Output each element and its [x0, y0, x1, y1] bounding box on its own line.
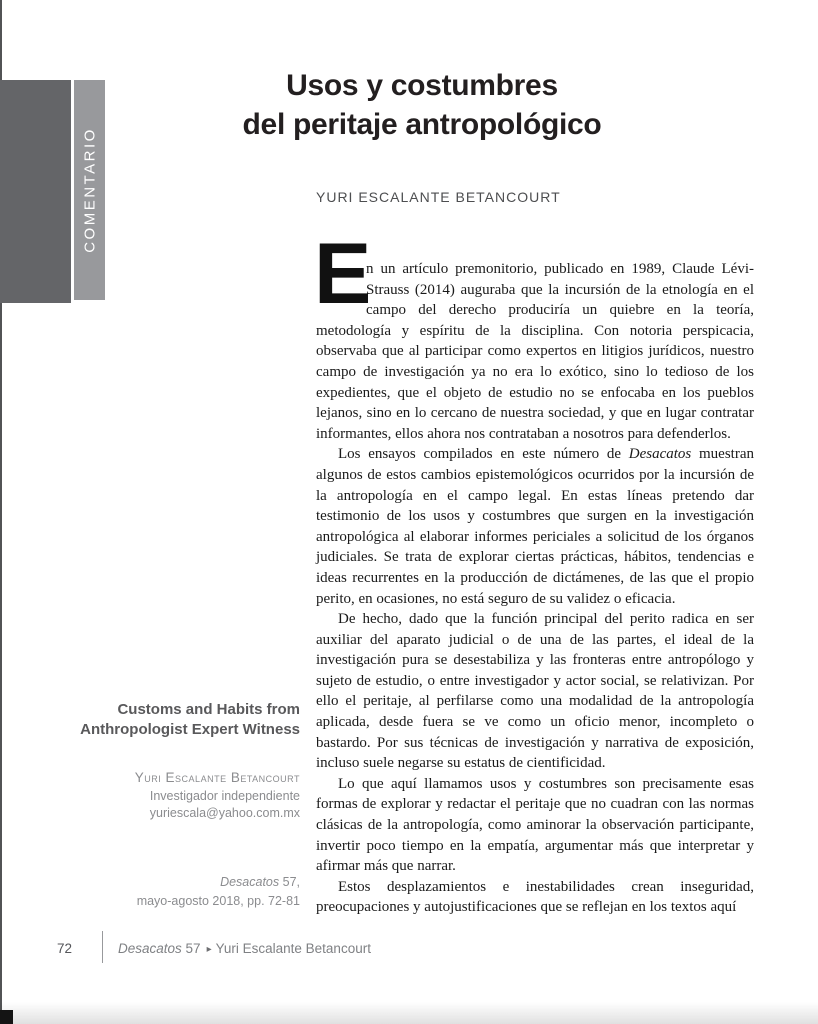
article-title-line2: del peritaje antropológico: [242, 108, 602, 141]
section-tab-dark-bar: [0, 80, 71, 303]
body-text: n un artículo premonitorio, publicado en 1989, Claude Lévi-Strauss (2014) auguraba que la incursión de la etnología en el campo del derecho produciría un quiebre en la teoría, metodología y espíritu de la disciplina. Con notoria perspicacia, observaba que al participar como expertos en litigios jurídicos, nuestro campo de investigación ya no era lo exótico, sino lo tedioso de los expedientes, que el objeto de estudio no se enfocaba en los pueblos lejanos, sino en lo cercano de nuestra sociedad, y que en lugar contratar informantes, ellos ahora nos contrataban a nosotros para defenderlos.: [316, 261, 754, 442]
footer-running-title: [118, 941, 371, 956]
body-paragraph: [316, 774, 754, 877]
translated-title-line2: Anthropologist Expert Witness: [80, 721, 300, 738]
footer-page-number: 72: [57, 941, 73, 956]
article-title-line1: Usos y costumbres: [286, 69, 558, 102]
body-text: Lo que aquí llamamos usos y costumbres son precisamente esas formas de explorar y redactar el peritaje que no cuadran con las normas clásicas de la antropología, como aminorar la observación participante, invertir poco tiempo en la empatía, argumentar más que interpretar y afirmar más que narrar.: [316, 775, 754, 875]
journal-reference-line1: [40, 873, 300, 892]
journal-issue: 57,: [279, 875, 300, 889]
footer-divider: [102, 931, 103, 963]
body-text: Estos desplazamientos e inestabilidades crean inseguridad, preocupaciones y autojustificaciones que se reflejan en los textos aquí: [316, 878, 754, 916]
body-paragraph: [316, 877, 754, 918]
meta-affiliation: Investigador independiente: [149, 789, 300, 803]
meta-email: yuriescala@yahoo.com.mx: [149, 806, 300, 820]
meta-author-name: Yuri Escalante Betancourt: [134, 770, 300, 785]
dropcap-letter: E: [314, 226, 372, 322]
body-text: De hecho, dado que la función principal del perito radica en ser auxiliar del aparato judicial o de una de las partes, el ideal de la investigación pura se desestabiliza y las fronteras entre antropólogo y sujeto de estudio, o entre investigador y actor social, se relativizan. Por ello el peritaje, al perfilarse como una modalidad de la antropología aplicada, desde fuera se ve como un oficio menor, incompleto o bastardo. Por sus técnicas de investigación y narrativa de exposición, incluso suele negarse su estatus de cientificidad.: [316, 611, 754, 772]
body-text-italic: Desacatos: [628, 446, 692, 463]
body-paragraph: [314, 226, 754, 444]
footer-journal-issue: 57: [181, 941, 201, 956]
page-bottom-shadow: [0, 1002, 818, 1024]
journal-name: Desacatos: [220, 875, 280, 889]
section-label: COMENTARIO: [81, 127, 98, 253]
footer-author: Yuri Escalante Betancourt: [215, 941, 371, 956]
journal-reference-line2: mayo-agosto 2018, pp. 72-81: [136, 894, 300, 908]
page-bottom-corner-mark: [0, 1010, 13, 1024]
body-paragraph: [316, 444, 754, 609]
footer-journal-name: Desacatos: [118, 941, 182, 956]
article-title: [90, 66, 754, 144]
body-text: Los ensayos compilados en este número de: [338, 446, 629, 463]
journal-reference: [40, 873, 300, 911]
footer-arrow-icon: ▸: [206, 944, 212, 955]
body-text: muestran algunos de estos cambios epistemológicos ocurridos por la incursión de la antropología en el campo legal. En estas líneas pretendo dar testimonio de los usos y costumbres que surgen en la investigación antropológica al elaborar informes periciales a solicitud de los órganos judiciales. Se trata de explorar ciertas prácticas, hábitos, tendencias e ideas recurrentes en la producción de dictámenes, de las que el propio perito, en ocasiones, no está seguro de su validez o eficacia.: [316, 446, 755, 607]
translated-title-line1: Customs and Habits from: [117, 701, 300, 718]
article-author: YURI ESCALANTE BETANCOURT: [316, 189, 561, 205]
article-meta-sidebar: [40, 700, 300, 911]
article-body: [314, 226, 755, 918]
body-paragraph: [316, 609, 754, 774]
translated-title: [40, 700, 300, 740]
